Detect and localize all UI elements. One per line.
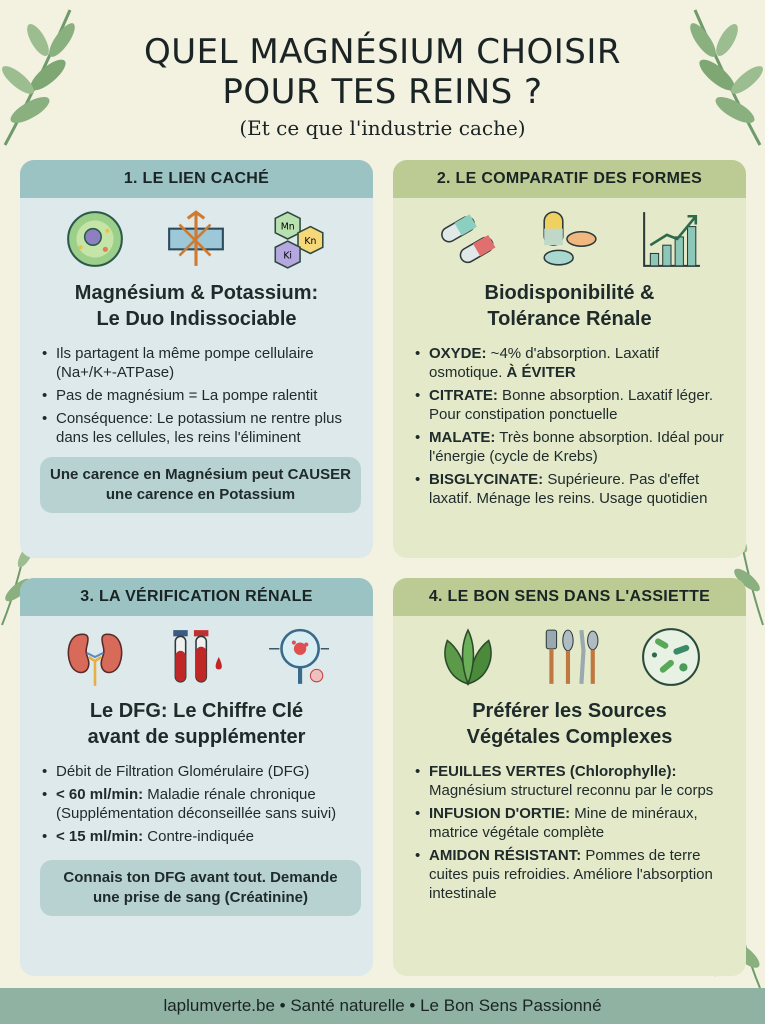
- callout-box: Une carence en Magnésium peut CAUSER une carence en Potassium: [40, 457, 361, 513]
- svg-text:Kn: Kn: [304, 236, 317, 248]
- list-item: • INFUSION D'ORTIE: Mine de minéraux, matrice végétale complète: [415, 804, 732, 842]
- title-line-1: QUEL MAGNÉSIUM CHOISIR: [143, 32, 622, 72]
- list-item: • Débit de Filtration Glomérulaire (DFG): [42, 762, 359, 781]
- blood-tubes-icon: [165, 626, 227, 688]
- list-item: • CITRATE: Bonne absorption. Laxatif léger. Pour constipation ponctuelle: [415, 386, 732, 424]
- kidneys-icon: [64, 626, 126, 688]
- list-item: • MALATE: Très bonne absorption. Idéal pour l'énergie (cycle de Krebs): [415, 428, 732, 466]
- list-item: • < 15 ml/min: Contre-indiquée: [42, 827, 359, 846]
- card-kidney-check: [20, 578, 373, 976]
- svg-text:Ki: Ki: [283, 250, 293, 262]
- growth-chart-icon: [640, 208, 702, 270]
- card-plate-sense: [393, 578, 746, 976]
- point-list: [393, 750, 746, 903]
- footer: laplumverte.be • Santé naturelle • Le Bon Sens Passionné: [0, 988, 765, 1024]
- page-subtitle: (Et ce que l'industrie cache): [239, 116, 526, 140]
- list-item: • OXYDE: ~4% d'absorption. Laxatif osmotique. À ÉVITER: [415, 344, 732, 382]
- pump-arrows-icon: [165, 208, 227, 270]
- point-list: [20, 750, 373, 846]
- card-header: 2. LE COMPARATIF DES FORMES: [393, 160, 746, 198]
- card-header: 1. LE LIEN CACHÉ: [20, 160, 373, 198]
- card-title: Magnésium & Potassium: Le Duo Indissociable: [74, 282, 319, 330]
- list-item: • < 60 ml/min: Maladie rénale chronique (Supplémentation déconseillée sans suivi): [42, 785, 359, 823]
- kitchen-utensils-icon: [538, 626, 600, 688]
- list-item: • Ils partagent la même pompe cellulaire (Na+/K+-ATPase): [42, 344, 359, 382]
- list-item: • Conséquence: Le potassium ne rentre plus dans les cellules, les reins l'éliminent: [42, 409, 359, 447]
- gut-bacteria-icon: [640, 626, 702, 688]
- svg-text:Mn: Mn: [280, 221, 295, 233]
- list-item: • AMIDON RÉSISTANT: Pommes de terre cuites puis refroidies. Améliore l'absorption intestinale: [415, 846, 732, 903]
- list-item: • BISGLYCINATE: Supérieure. Pas d'effet laxatif. Ménage les reins. Usage quotidien: [415, 470, 732, 508]
- title-line-2: POUR TES REINS ?: [222, 72, 543, 112]
- callout-box: Connais ton DFG avant tout. Demande une prise de sang (Créatinine): [40, 860, 361, 916]
- card-header: 4. LE BON SENS DANS L'ASSIETTE: [393, 578, 746, 616]
- capsules-icon: [437, 208, 499, 270]
- minerals-hexagon-icon: [267, 208, 329, 270]
- card-forms-comparison: [393, 160, 746, 558]
- card-title: Le DFG: Le Chiffre Clé avant de supplémenter: [87, 700, 306, 748]
- card-hidden-link: [20, 160, 373, 558]
- leafy-greens-icon: [437, 626, 499, 688]
- page-title: [0, 32, 765, 112]
- list-item: • Pas de magnésium = La pompe ralentit: [42, 386, 359, 405]
- card-header: 3. LA VÉRIFICATION RÉNALE: [20, 578, 373, 616]
- card-title: Biodisponibilité & Tolérance Rénale: [484, 282, 655, 330]
- filtration-magnifier-icon: [267, 626, 329, 688]
- list-item: • FEUILLES VERTES (Chlorophylle): Magnésium structurel reconnu par le corps: [415, 762, 732, 800]
- card-title: Préférer les Sources Végétales Complexes: [466, 700, 673, 748]
- cell-icon: [64, 208, 126, 270]
- point-list: [20, 332, 373, 447]
- pills-icon: [538, 208, 600, 270]
- point-list: [393, 332, 746, 508]
